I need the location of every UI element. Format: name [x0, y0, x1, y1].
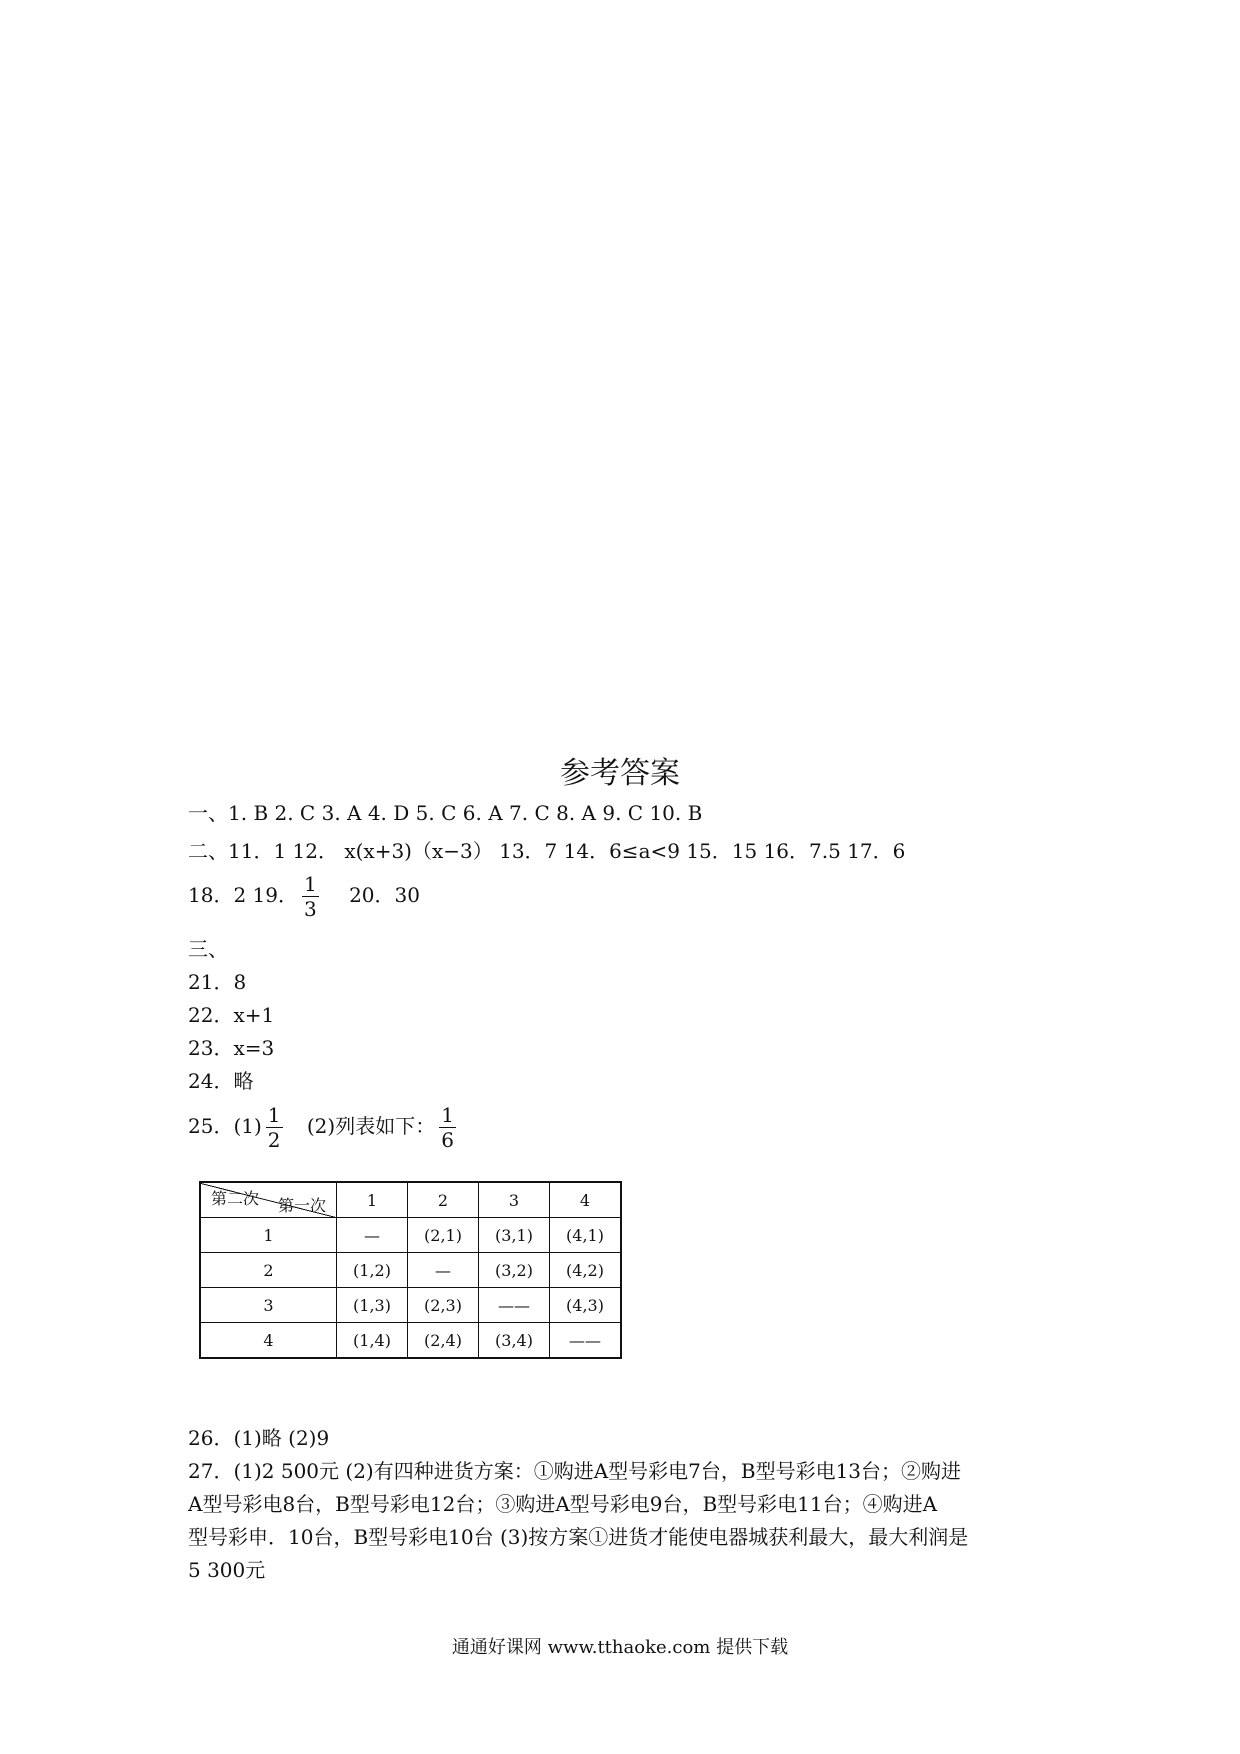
table-row [200, 1288, 621, 1323]
fraction-25-2 [439, 1103, 456, 1152]
table-cell: (4,2) [550, 1253, 622, 1288]
header-first-draw: 第一次 [277, 1196, 326, 1215]
table-cell: —— [550, 1323, 622, 1359]
fraction-numerator: 1 [303, 872, 317, 896]
answer-27-line: 27．(1)2 500元 (2)有四种进货方案：①购进A型号彩电7台，B型号彩电13台；②购进 [188, 1459, 962, 1483]
table-cell: (4,3) [550, 1288, 622, 1323]
answer-27-line: 5 300元 [188, 1558, 266, 1582]
answer-21: 21．8 [188, 970, 247, 994]
table-cell: (1,3) [337, 1288, 408, 1323]
answer-27-line: 型号彩申．10台，B型号彩电10台 (3)按方案①进货才能使电器城获利最大，最大利润是 [188, 1525, 969, 1549]
table-corner-cell [200, 1182, 337, 1218]
column-header: 4 [550, 1182, 622, 1218]
table-header-row [200, 1182, 621, 1218]
table-cell: (1,4) [337, 1323, 408, 1359]
table-cell: — [337, 1218, 408, 1253]
fraction-25-1 [266, 1103, 283, 1152]
table-cell: (3,1) [479, 1218, 550, 1253]
answer-23: 23．x=3 [188, 1036, 275, 1060]
table-cell: (1,2) [337, 1253, 408, 1288]
table-cell: — [408, 1253, 479, 1288]
page-title: 参考答案 [560, 756, 680, 791]
table-cell: (2,3) [408, 1288, 479, 1323]
column-header: 2 [408, 1182, 479, 1218]
row-header: 3 [200, 1288, 337, 1323]
table-cell: (3,4) [479, 1323, 550, 1359]
fraction-19 [302, 872, 319, 921]
header-second-draw: 第二次 [211, 1189, 260, 1208]
answers-18-19: 18．2 19． [188, 883, 298, 907]
fraction-denominator: 3 [303, 897, 317, 921]
table-cell: (4,1) [550, 1218, 622, 1253]
table-row [200, 1218, 621, 1253]
answer-26: 26．(1)略 (2)9 [188, 1426, 330, 1450]
row-header: 2 [200, 1253, 337, 1288]
column-header: 3 [479, 1182, 550, 1218]
fraction-denominator: 6 [441, 1128, 454, 1152]
answer-22: 22．x+1 [188, 1003, 275, 1027]
answer-25 [188, 1103, 460, 1152]
section1-answers: 一、1. B 2. C 3. A 4. D 5. C 6. A 7. C 8. A 9. C 10. B [188, 801, 703, 825]
fraction-denominator: 2 [267, 1128, 281, 1152]
table-cell: (3,2) [479, 1253, 550, 1288]
section2-answers-line1: 二、11．1 12． x(x+3)（x−3） 13．7 14．6≤a<9 15．15 16．7.5 17．6 [188, 839, 906, 863]
section2-answers-line2 [188, 872, 420, 921]
answer-25-prefix: 25．(1) [188, 1114, 262, 1138]
footer-credit: 通通好课网 www.tthaoke.com 提供下载 [451, 1637, 789, 1658]
row-header: 1 [200, 1218, 337, 1253]
answer-25-middle: (2)列表如下： [306, 1114, 436, 1138]
outcome-table [199, 1181, 622, 1359]
table-cell: —— [479, 1288, 550, 1323]
table-cell: (2,1) [408, 1218, 479, 1253]
section3-label: 三、 [188, 937, 228, 961]
answer-20: 20．30 [349, 883, 420, 907]
answer-24: 24．略 [188, 1069, 254, 1093]
column-header: 1 [337, 1182, 408, 1218]
fraction-numerator: 1 [267, 1103, 281, 1127]
table-cell: (2,4) [408, 1323, 479, 1359]
answer-27-line: A型号彩电8台，B型号彩电12台；③购进A型号彩电9台，B型号彩电11台；④购进A [188, 1492, 938, 1516]
fraction-numerator: 1 [441, 1103, 454, 1127]
table-row [200, 1253, 621, 1288]
table-row [200, 1323, 621, 1359]
row-header: 4 [200, 1323, 337, 1359]
